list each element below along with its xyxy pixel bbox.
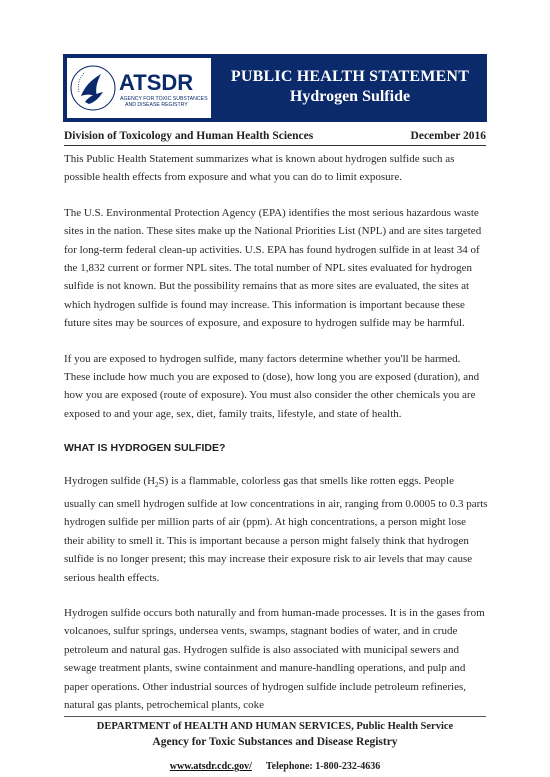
body-content (64, 150, 488, 731)
intro-paragraph: This Public Health Statement summarizes what is known about hydrogen sulfide such as possible health effects from exposure and what you can do to limit exposure. (64, 153, 455, 184)
publication-date: December 2016 (410, 130, 486, 142)
definition-pre: Hydrogen sulfide (H (64, 475, 156, 488)
division-row (64, 130, 486, 142)
department-name: DEPARTMENT of HEALTH AND HUMAN SERVICES, Public Health Service (96, 721, 454, 732)
footer-divider (64, 716, 486, 717)
contact-line (64, 760, 486, 774)
header-divider (64, 145, 486, 146)
definition-post: S) is a flammable, colorless gas that smells like rotten eggs. People usually can smell hydrogen sulfide at low concentrations in air, ranging from 0.0005 to 0.3 parts hydrogen sulfide per million parts of air (ppm). At high concentrations, a person might lose their ability to smell it. This is important because a person might falsely think that hydrogen sulfide is no longer present; this may increase their exposure risk to air levels that may cause serious health effects. (64, 475, 488, 584)
logo-wordmark: ATSDR (119, 70, 194, 95)
hhs-eagle-icon (67, 58, 211, 118)
header-banner (63, 54, 487, 122)
sources-paragraph: Hydrogen sulfide occurs both naturally and from human-made processes. It is in the gases from volcanoes, sulfur springs, undersea vents, swamps, stagnant bodies of water, and in crude petroleum and natural gas. Hydrogen sulfide is also associated with municipal sewers and sewage treatment plants, swine containment and manure-handling operations, and pulp and paper operations. Other industrial sources of hydrogen sulfide include petroleum refineries, natural gas plants, petrochemical plants, coke (64, 606, 485, 711)
page-footer (64, 720, 486, 774)
atsdr-logo (67, 58, 211, 118)
title-line-1: PUBLIC HEALTH STATEMENT (230, 68, 470, 85)
website-link[interactable]: www.atsdr.cdc.gov/ (169, 761, 252, 772)
division-name: Division of Toxicology and Human Health Sciences (64, 130, 314, 142)
statement-title (219, 67, 481, 107)
logo-subtext-2: AND DISEASE REGISTRY (125, 102, 188, 108)
title-line-2: Hydrogen Sulfide (289, 88, 411, 105)
telephone-number: Telephone: 1-800-232-4636 (265, 761, 381, 772)
section-heading: WHAT IS HYDROGEN SULFIDE? (64, 442, 226, 455)
subscript-2: 2 (155, 481, 159, 490)
agency-name: Agency for Toxic Substances and Disease Registry (152, 736, 398, 748)
definition-paragraph (64, 472, 488, 587)
logo-subtext-1: AGENCY FOR TOXIC SUBSTANCES (120, 96, 208, 102)
npl-paragraph: The U.S. Environmental Protection Agency (EPA) identifies the most serious hazardous waste sites in the nation. These sites make up the National Priorities List (NPL) and are sites targeted for long-term federal clean-up activities. U.S. EPA has found hydrogen sulfide in at least 34 of the 1,832 current or former NPL sites. The total number of NPL sites evaluated for hydrogen sulfide is not known. But the possibility remains that as more sites are evaluated, the sites at which hydrogen sulfide is found may increase. This information is important because these future sites may be sources of exposure, and exposure to hydrogen sulfide may be harmful. (64, 206, 482, 330)
exposure-factors-paragraph: If you are exposed to hydrogen sulfide, many factors determine whether you'll be harmed. These include how much you are exposed to (dose), how long you are exposed (duration), and how you are exposed (route of exposure). You must also consider the other chemicals you are exposed to and your age, sex, diet, family traits, lifestyle, and state of health. (64, 352, 480, 420)
